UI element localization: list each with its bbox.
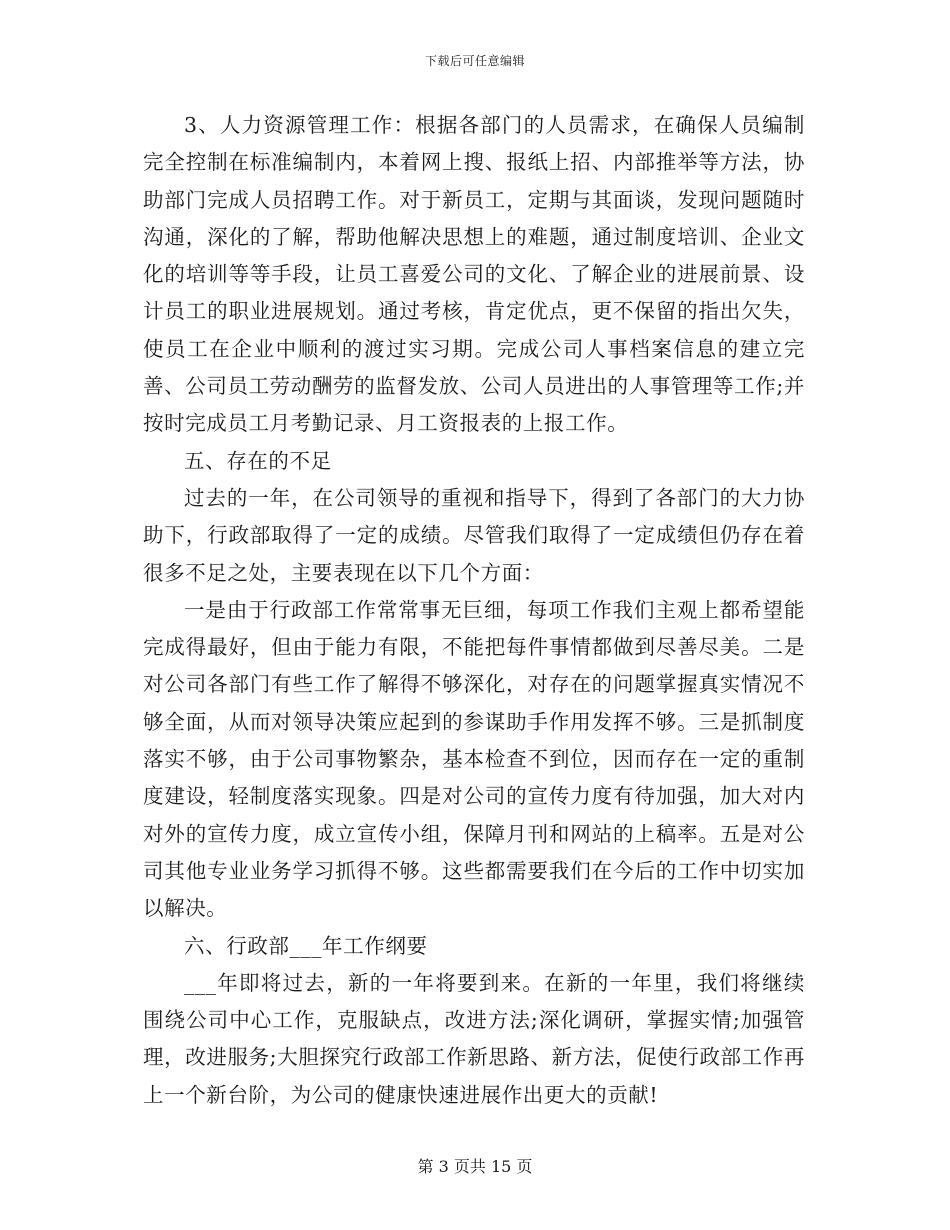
paragraph-shortcomings-intro: 过去的一年，在公司领导的重视和指导下，得到了各部门的大力协助下，行政部取得了一定的成绩。尽管我们取得了一定成绩但仍存在着很多不足之处，主要表现在以下几个方面：: [143, 485, 805, 585]
page-header-note: 下载后可任意编辑: [424, 54, 525, 68]
page-number-footer: 第 3 页共 15 页: [417, 1157, 533, 1176]
section-heading-work-outline: 六、行政部___年工作纲要: [184, 933, 428, 958]
paragraph-hr-management: 3、人力资源管理工作：根据各部门的人员需求，在确保人员编制完全控制在标准编制内，本着网上搜、报纸上招、内部推举等方法，协助部门完成人员招聘工作。对于新员工，定期与其面谈，发现问题随时沟通，深化的了解，帮助他解决思想上的难题，通过制度培训、企业文化的培训等等手段，让员工喜爱公司的文化、了解企业的进展前景、设计员工的职业进展规划。通过考核，肯定优点，更不保留的指出欠失，使员工在企业中顺利的渡过实习期。完成公司人事档案信息的建立完善、公司员工劳动酬劳的监督发放、公司人员进出的人事管理等工作;并按时完成员工月考勤记录、月工资报表的上报工作。: [143, 113, 805, 436]
paragraph-shortcomings-detail: 一是由于行政部工作常常事无巨细，每项工作我们主观上都希望能完成得最好，但由于能力有限，不能把每件事情都做到尽善尽美。二是对公司各部门有些工作了解得不够深化，对存在的问题掌握真实情况不够全面，从而对领导决策应起到的参谋助手作用发挥不够。三是抓制度落实不够，由于公司事物繁杂，基本检查不到位，因而存在一定的重制度建设，轻制度落实现象。四是对公司的宣传力度有待加强，加大对内对外的宣传力度，成立宣传小组，保障月刊和网站的上稿率。五是对公司其他专业业务学习抓得不够。这些都需要我们在今后的工作中切实加以解决。: [143, 597, 805, 921]
section-heading-shortcomings: 五、存在的不足: [184, 448, 332, 473]
document-body: [143, 107, 805, 1114]
paragraph-work-outline: ___年即将过去，新的一年将要到来。在新的一年里，我们将继续围绕公司中心工作，克服缺点，改进方法;深化调研，掌握实情;加强管理，改进服务;大胆探究行政部工作新思路、新方法，促使行政部工作再上一个新台阶，为公司的健康快速进展作出更大的贡献!: [143, 970, 805, 1107]
